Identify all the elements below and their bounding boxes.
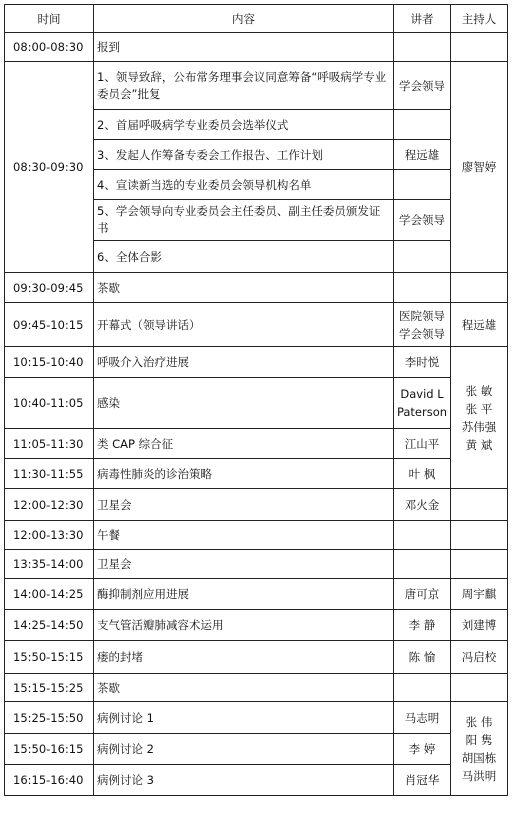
table-row (5, 303, 508, 347)
row-speaker: 江山平 (394, 429, 451, 459)
row-content: 酶抑制剂应用进展 (94, 579, 394, 610)
row-speaker: 陈 愉 (394, 641, 451, 674)
table-row (5, 610, 508, 641)
row-speaker (394, 378, 451, 429)
table-row (5, 702, 508, 734)
speaker-line: 学会领导 (399, 326, 445, 341)
row-speaker (394, 550, 451, 579)
row-content: 茶歇 (94, 273, 394, 303)
row-content: 类 CAP 综合征 (94, 429, 394, 459)
row-time: 12:00-12:30 (5, 489, 94, 521)
host-name: 黄 斌 (465, 437, 493, 452)
host-cell: 程远雄 (451, 303, 508, 347)
row-speaker: 学会领导 (394, 200, 451, 241)
table-row (5, 734, 508, 765)
row-time: 11:05-11:30 (5, 429, 94, 459)
row-content: 4、宣读新当选的专业委员会领导机构名单 (94, 170, 394, 200)
schedule-table-wrapper (4, 4, 508, 796)
row-speaker (394, 241, 451, 273)
host-name: 阳 隽 (465, 732, 493, 747)
row-content: 5、学会领导向专业委员会主任委员、副主任委员颁发证书 (94, 200, 394, 241)
host-name: 苏伟强 (461, 419, 497, 434)
row-host (451, 521, 508, 550)
row-speaker: 邓火金 (394, 489, 451, 521)
table-row (5, 459, 508, 489)
row-speaker: 叶 枫 (394, 459, 451, 489)
row-speaker (394, 33, 451, 62)
speaker-line: David L (400, 387, 444, 401)
row-content: 3、发起人作筹备专委会工作报告、工作计划 (94, 140, 394, 170)
row-time: 09:45-10:15 (5, 303, 94, 347)
row-time: 10:15-10:40 (5, 347, 94, 378)
table-row (5, 579, 508, 610)
row-host (451, 33, 508, 62)
row-content: 卫星会 (94, 489, 394, 521)
row-time: 08:00-08:30 (5, 33, 94, 62)
row-speaker: 马志明 (394, 702, 451, 734)
header-speaker: 讲者 (394, 5, 451, 33)
row-speaker (394, 273, 451, 303)
table-row (5, 273, 508, 303)
row-content: 卫星会 (94, 550, 394, 579)
speaker-line: Paterson (396, 405, 448, 419)
row-time: 15:15-15:25 (5, 674, 94, 702)
row-speaker: 李时悦 (394, 347, 451, 378)
host-cell: 周宇麒 (451, 579, 508, 610)
host-cell: 廖智婷 (451, 62, 508, 273)
row-content: 病例讨论 3 (94, 765, 394, 796)
table-row (5, 33, 508, 62)
row-host (451, 674, 508, 702)
row-content: 呼吸介入治疗进展 (94, 347, 394, 378)
row-content: 6、全体合影 (94, 241, 394, 273)
table-row (5, 674, 508, 702)
speaker-line: 医院领导 (399, 308, 445, 323)
row-content: 病例讨论 2 (94, 734, 394, 765)
row-time: 09:30-09:45 (5, 273, 94, 303)
table-row (5, 641, 508, 674)
row-content: 2、首届呼吸病学专业委员会选举仪式 (94, 110, 394, 140)
row-speaker: 程远雄 (394, 140, 451, 170)
row-time: 08:30-09:30 (5, 62, 94, 273)
row-speaker: 李 静 (394, 610, 451, 641)
row-speaker (394, 521, 451, 550)
row-time: 16:15-16:40 (5, 765, 94, 796)
row-content: 支气管活瓣肺减容术运用 (94, 610, 394, 641)
host-cell (451, 702, 508, 796)
table-row (5, 62, 508, 110)
row-time: 15:25-15:50 (5, 702, 94, 734)
row-speaker (394, 110, 451, 140)
row-speaker (394, 303, 451, 347)
row-speaker (394, 170, 451, 200)
table-row (5, 550, 508, 579)
table-row (5, 521, 508, 550)
row-host (451, 550, 508, 579)
row-content: 午餐 (94, 521, 394, 550)
host-cell: 刘建博 (451, 610, 508, 641)
table-row (5, 429, 508, 459)
row-time: 15:50-15:15 (5, 641, 94, 674)
host-name: 张 平 (465, 401, 493, 416)
host-name: 胡国栋 (461, 750, 497, 765)
table-row (5, 765, 508, 796)
row-host (451, 273, 508, 303)
row-host (451, 489, 508, 521)
row-speaker: 学会领导 (394, 62, 451, 110)
row-time: 13:35-14:00 (5, 550, 94, 579)
row-speaker: 肖冠华 (394, 765, 451, 796)
table-row (5, 489, 508, 521)
row-time: 14:25-14:50 (5, 610, 94, 641)
row-time: 15:50-16:15 (5, 734, 94, 765)
row-content: 病例讨论 1 (94, 702, 394, 734)
table-row (5, 378, 508, 429)
row-time: 12:00-13:30 (5, 521, 94, 550)
row-content: 瘘的封堵 (94, 641, 394, 674)
header-time: 时间 (5, 5, 94, 33)
row-time: 10:40-11:05 (5, 378, 94, 429)
header-row (5, 5, 508, 33)
row-time: 14:00-14:25 (5, 579, 94, 610)
schedule-table (4, 4, 508, 796)
row-speaker (394, 674, 451, 702)
host-cell: 冯启校 (451, 641, 508, 674)
row-speaker: 李 婷 (394, 734, 451, 765)
row-content: 茶歇 (94, 674, 394, 702)
header-content: 内容 (94, 5, 394, 33)
host-name: 马洪明 (461, 768, 497, 783)
row-content: 感染 (94, 378, 394, 429)
row-speaker: 唐可京 (394, 579, 451, 610)
row-content: 报到 (94, 33, 394, 62)
row-content: 开幕式（领导讲话） (94, 303, 394, 347)
row-time: 11:30-11:55 (5, 459, 94, 489)
header-host: 主持人 (451, 5, 508, 33)
host-name: 张 敏 (465, 383, 493, 398)
table-row (5, 347, 508, 378)
host-cell (451, 347, 508, 489)
row-content: 病毒性肺炎的诊治策略 (94, 459, 394, 489)
row-content: 1、领导致辞，公布常务理事会议同意筹备“呼吸病学专业委员会”批复 (94, 62, 394, 110)
host-name: 张 伟 (465, 714, 493, 729)
